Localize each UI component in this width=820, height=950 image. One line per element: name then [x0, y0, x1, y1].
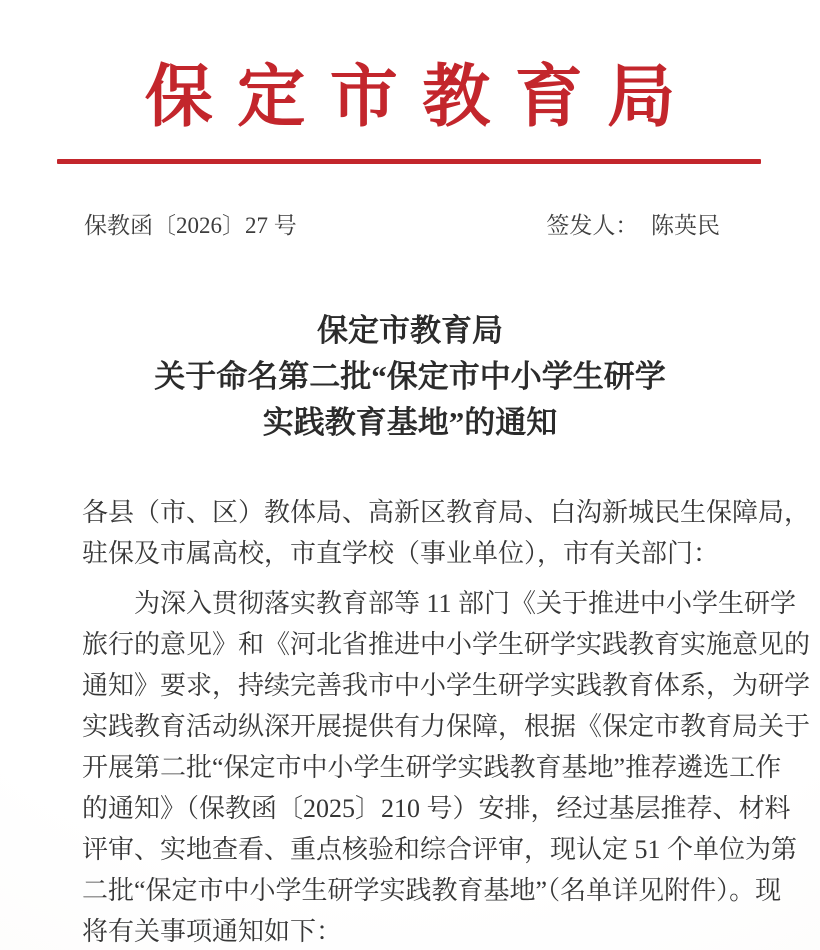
document-line: 实践教育活动纵深开展提供有力保障，根据《保定市教育局关于: [82, 712, 811, 741]
main-paragraph: [82, 583, 811, 950]
document-meta-row: [84, 210, 720, 242]
document-line: 通知》要求，持续完善我市中小学生研学实践教育体系，为研学: [82, 671, 811, 700]
issuer-name: 陈英民: [651, 213, 720, 238]
red-divider-rule: [57, 159, 761, 164]
document-line: 旅行的意见》和《河北省推进中小学生研学实践教育实施意见的: [82, 630, 811, 659]
document-title: [0, 308, 820, 446]
document-line: 为深入贯彻落实教育部等 11 部门《关于推进中小学生研学: [134, 589, 797, 618]
document-line: 开展第二批“保定市中小学生研学实践教育基地”推荐遴选工作: [82, 753, 782, 782]
issuer: [546, 210, 720, 242]
recipients-paragraph: [82, 492, 811, 574]
issuer-label: 签发人：: [546, 213, 639, 238]
document-line: 二批“保定市中小学生研学实践教育基地”（名单详见附件）。现: [82, 876, 782, 905]
document-title-line-1: 保定市教育局: [317, 313, 503, 348]
document-body: [82, 492, 811, 950]
document-number: 保教函〔2026〕27 号: [84, 213, 297, 238]
document-title-line-3: 实践教育基地”的通知: [262, 405, 558, 440]
document-line: 各县（市、区）教体局、高新区教育局、白沟新城民生保障局，: [82, 498, 811, 527]
document-line: 评审、实地查看、重点核验和综合评审，现认定 51 个单位为第: [82, 835, 798, 864]
agency-masthead: 保定市教育局: [144, 59, 700, 135]
document-line: 的通知》（保教函〔2025〕210 号）安排，经过基层推荐、材料: [82, 794, 791, 823]
document-title-line-2: 关于命名第二批“保定市中小学生研学: [154, 359, 666, 394]
document-line: 将有关事项通知如下：: [82, 917, 343, 946]
document-line: 驻保及市属高校，市直学校（事业单位），市有关部门：: [82, 539, 720, 568]
